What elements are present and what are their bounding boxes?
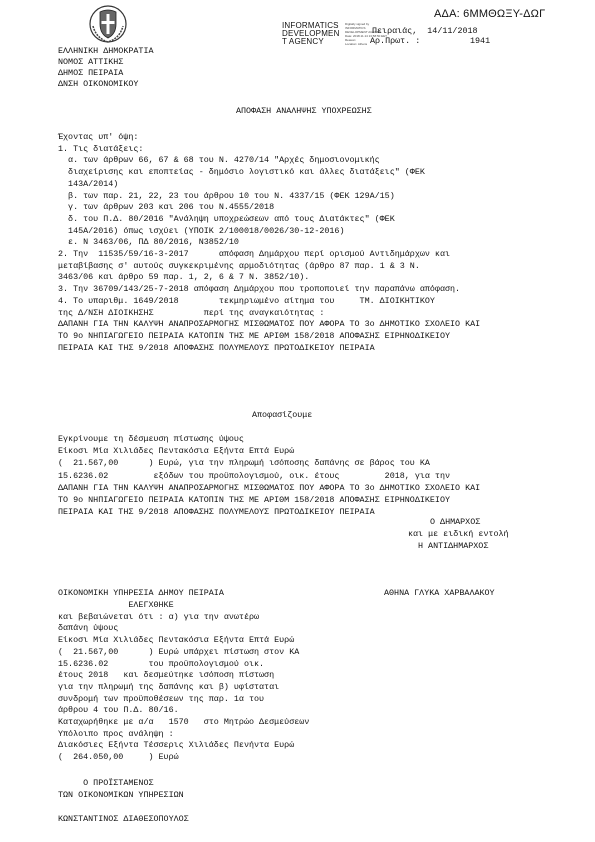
decide-heading: Αποφασίζουμε (252, 410, 313, 420)
text-line: α. των άρθρων 66, 67 & 68 του Ν. 4270/14 "Αρχές δημοσιονομικής (58, 155, 380, 166)
text-line: Καταχωρήθηκε με α/α 1570 στο Μητρώο Δεσμεύσεων (58, 717, 310, 727)
footer-line: ΤΩΝ ΟΙΚΟΝΟΜΙΚΩΝ ΥΠΗΡΕΣΙΩΝ (58, 790, 184, 800)
protocol-number: 1941 (470, 36, 491, 46)
document-title: ΑΠΟΦΑΣΗ ΑΝΑΛΗΨΗΣ ΥΠΟΧΡΕΩΣΗΣ (236, 106, 372, 116)
text-line: Είκοσι Μία Χιλιάδες Πεντακόσια Εξήντα Επτά Ευρώ (58, 635, 295, 646)
service-title: ΟΙΚΟΝΟΜΙΚΗ ΥΠΗΡΕΣΙΑ ΔΗΜΟΥ ΠΕΙΡΑΙΑ (58, 588, 224, 598)
text-line: Διακόσιες Εξήντα Τέσσερις Χιλιάδες Πενήντα Ευρώ (58, 740, 295, 751)
text-line: για την πληρωμή της δαπάνης και β) υφίσταται (58, 681, 280, 692)
text-line: ( 21.567,00 ) Ευρώ, για την πληρωμή ισόποσης δαπάνης σε βάρος του ΚΑ (58, 458, 430, 469)
text-line: 1. Τις διατάξεις: (58, 143, 144, 154)
text-line: 3463/06 και άρθρο 59 παρ. 1, 2, 6 & 7 Ν. 3852/10). (58, 272, 310, 283)
digital-signature-text: Digitally signed by INFORMATICS DEVELOPMENT AGENCY Date: 2018.11.14 13:58:50 EET Reason: Location: Athens (345, 22, 387, 46)
text-line: δαπάνη ύψους (58, 623, 119, 634)
text-line: 15.6236.02 εξόδων του προϋπολογισμού, οικ. έτους 2018, για την (58, 470, 451, 481)
text-line: Είκοσι Μία Χιλιάδες Πεντακόσια Εξήντα Επτά Ευρώ (58, 446, 295, 457)
footer-line: Ο ΠΡΟΪΣΤΑΜΕΝΟΣ (58, 778, 154, 788)
text-line: γ. των άρθρων 203 και 206 του Ν.4555/2018 (58, 202, 275, 213)
authority-line: ΔΝΣΗ ΟΙΚΟΝΟΜΙΚΟΥ (58, 79, 139, 89)
text-line: 3. Την 36709/143/25-7-2018 απόφαση Δημάρχου που τροποποιεί την παραπάνω απόφαση. (58, 284, 461, 295)
date-line: Πειραιάς, 14/11/2018 (372, 26, 478, 36)
signature-line: Ο ΔΗΜΑΡΧΟΣ (430, 517, 481, 527)
text-line: ( 21.567,00 ) Ευρώ υπάρχει πίστωση στον ΚΑ (58, 646, 300, 657)
text-line: ΤΟ 9ο ΝΗΠΙΑΓΩΓΕΙΟ ΠΕΙΡΑΙΑ ΚΑΤΟΠΙΝ ΤΗΣ ΜΕ ΑΡΙΘΜ 158/2018 ΑΠΟΦΑΣΗΣ ΕΙΡΗΝΟΔΙΚΕΙΟΥ (58, 495, 451, 505)
authority-line: ΕΛΛΗΝΙΚΗ ΔΗΜΟΚΡΑΤΙΑ (58, 46, 154, 56)
text-line: της Δ/ΝΣΗ ΔΙΟΙΚΗΣΗΣ περί της αναγκαιότητας : (58, 307, 325, 318)
logo-line: INFORMATICS (282, 21, 339, 30)
ada-code: ΑΔΑ: 6ΜΜΘΩΞΥ-ΔΩΓ (434, 8, 546, 20)
text-line: ΠΕΙΡΑΙΑ ΚΑΙ ΤΗΣ 9/2018 ΑΠΟΦΑΣΗΣ ΠΟΛΥΜΕΛΟΥΣ ΠΡΩΤΟΔΙΚΕΙΟΥ ΠΕΙΡΑΙΑ (58, 507, 375, 518)
text-line: ΔΑΠΑΝΗ ΓΙΑ ΤΗΝ ΚΑΛΥΨΗ ΑΝΑΠΡΟΣΑΡΜΟΓΗΣ ΜΙΣΘΩΜΑΤΟΣ ΠΟΥ ΑΦΟΡΑ ΤΟ 3ο ΔΗΜΟΤΙΚΟ ΣΧΟΛΕΙΟ ΚΑΙ (58, 319, 481, 330)
text-line: Υπόλοιπο προς ανάληψη : (58, 728, 174, 739)
text-line: μεταβίβασης σ' αυτούς συγκεκριμένης αρμοδιότητας (άρθρο 87 παρ. 1 & 3 Ν. (58, 260, 420, 271)
authority-line: ΔΗΜΟΣ ΠΕΙΡΑΙΑ (58, 68, 124, 78)
signature-line: και με ειδική εντολή (408, 529, 509, 539)
authority-line: ΝΟΜΟΣ ΑΤΤΙΚΗΣ (58, 57, 124, 67)
hellenic-republic-emblem-icon (88, 4, 128, 44)
logo-line: T AGENCY (282, 37, 324, 46)
text-line: ΔΑΠΑΝΗ ΓΙΑ ΤΗΝ ΚΑΛΥΨΗ ΑΝΑΠΡΟΣΑΡΜΟΓΗΣ ΜΙΣΘΩΜΑΤΟΣ ΠΟΥ ΑΦΟΡΑ ΤΟ 3ο ΔΗΜΟΤΙΚΟ ΣΧΟΛΕΙΟ ΚΑΙ (58, 482, 481, 493)
text-line: 15.6236.02 του προϋπολογισμού οικ. (58, 658, 265, 669)
text-line: συνδρομή των προϋποθέσεων της παρ. 1α του (58, 693, 265, 704)
text-line: 145Α/2016) όπως ισχύει (ΥΠΟΙΚ 2/100018/0026/30-12-2016) (58, 225, 345, 236)
informatics-agency-logo (282, 22, 346, 50)
text-line: δ. του Π.Δ. 80/2016 "Ανάληψη υποχρεώσεων από τους Διατάκτες" (ΦΕΚ (58, 213, 395, 224)
text-line: άρθρου 4 του Π.Δ. 80/16. (58, 705, 179, 716)
text-line: β. των παρ. 21, 22, 23 του άρθρου 10 του Ν. 4337/15 (ΦΕΚ 129Α/15) (58, 190, 395, 201)
text-line: ε. Ν 3463/06, ΠΔ 80/2016, Ν3852/10 (58, 237, 239, 248)
text-line: και βεβαιώνεται ότι : α) για την ανωτέρω (58, 611, 260, 622)
text-line: Έχοντας υπ' όψη: (58, 132, 139, 142)
text-line: ( 264.050,00 ) Ευρώ (58, 752, 179, 763)
text-line: έτους 2018 και δεσμεύτηκε ισόποση πίστωση (58, 670, 275, 681)
text-line: διαχείρισης και εποπτείας - δημόσιο λογιστικό και άλλες διατάξεις" (ΦΕΚ (58, 167, 425, 178)
footer-name: ΚΩΝΣΤΑΝΤΙΝΟΣ ΔΙΑΘΕΣΟΠΟΥΛΟΣ (58, 814, 189, 824)
text-line: ΠΕΙΡΑΙΑ ΚΑΙ ΤΗΣ 9/2018 ΑΠΟΦΑΣΗΣ ΠΟΛΥΜΕΛΟΥΣ ΠΡΩΤΟΔΙΚΕΙΟΥ ΠΕΙΡΑΙΑ (58, 342, 375, 353)
signature-line: Η ΑΝΤΙΔΗΜΑΡΧΟΣ (418, 541, 489, 551)
logo-line: DEVELOPMEN (282, 29, 340, 38)
text-line: 4. Το υπαριθμ. 1649/2018 τεκμηριωμένο αίτημα του ΤΜ. ΔΙΟΙΚΗΤΙΚΟΥ (58, 295, 435, 306)
text-line: ΤΟ 9ο ΝΗΠΙΑΓΩΓΕΙΟ ΠΕΙΡΑΙΑ ΚΑΤΟΠΙΝ ΤΗΣ ΜΕ ΑΡΙΘΜ 158/2018 ΑΠΟΦΑΣΗΣ ΕΙΡΗΝΟΔΙΚΕΙΟΥ (58, 330, 451, 341)
service-official-name: ΑΘΗΝΑ ΓΛΥΚΑ ΧΑΡΒΑΛΑΚΟΥ (384, 588, 495, 598)
protocol-label: Αρ.Πρωτ. : (370, 36, 421, 46)
text-line: 143Α/2014) (58, 178, 119, 189)
text-line: Εγκρίνουμε τη δέσμευση πίστωσης ύψους (58, 434, 244, 444)
text-line: ΕΛΕΓΧΘΗΚΕ (58, 600, 174, 610)
text-line: 2. Την 11535/59/16-3-2017 απόφαση Δημάρχου περί ορισμού Αντιδημάρχων και (58, 249, 451, 259)
